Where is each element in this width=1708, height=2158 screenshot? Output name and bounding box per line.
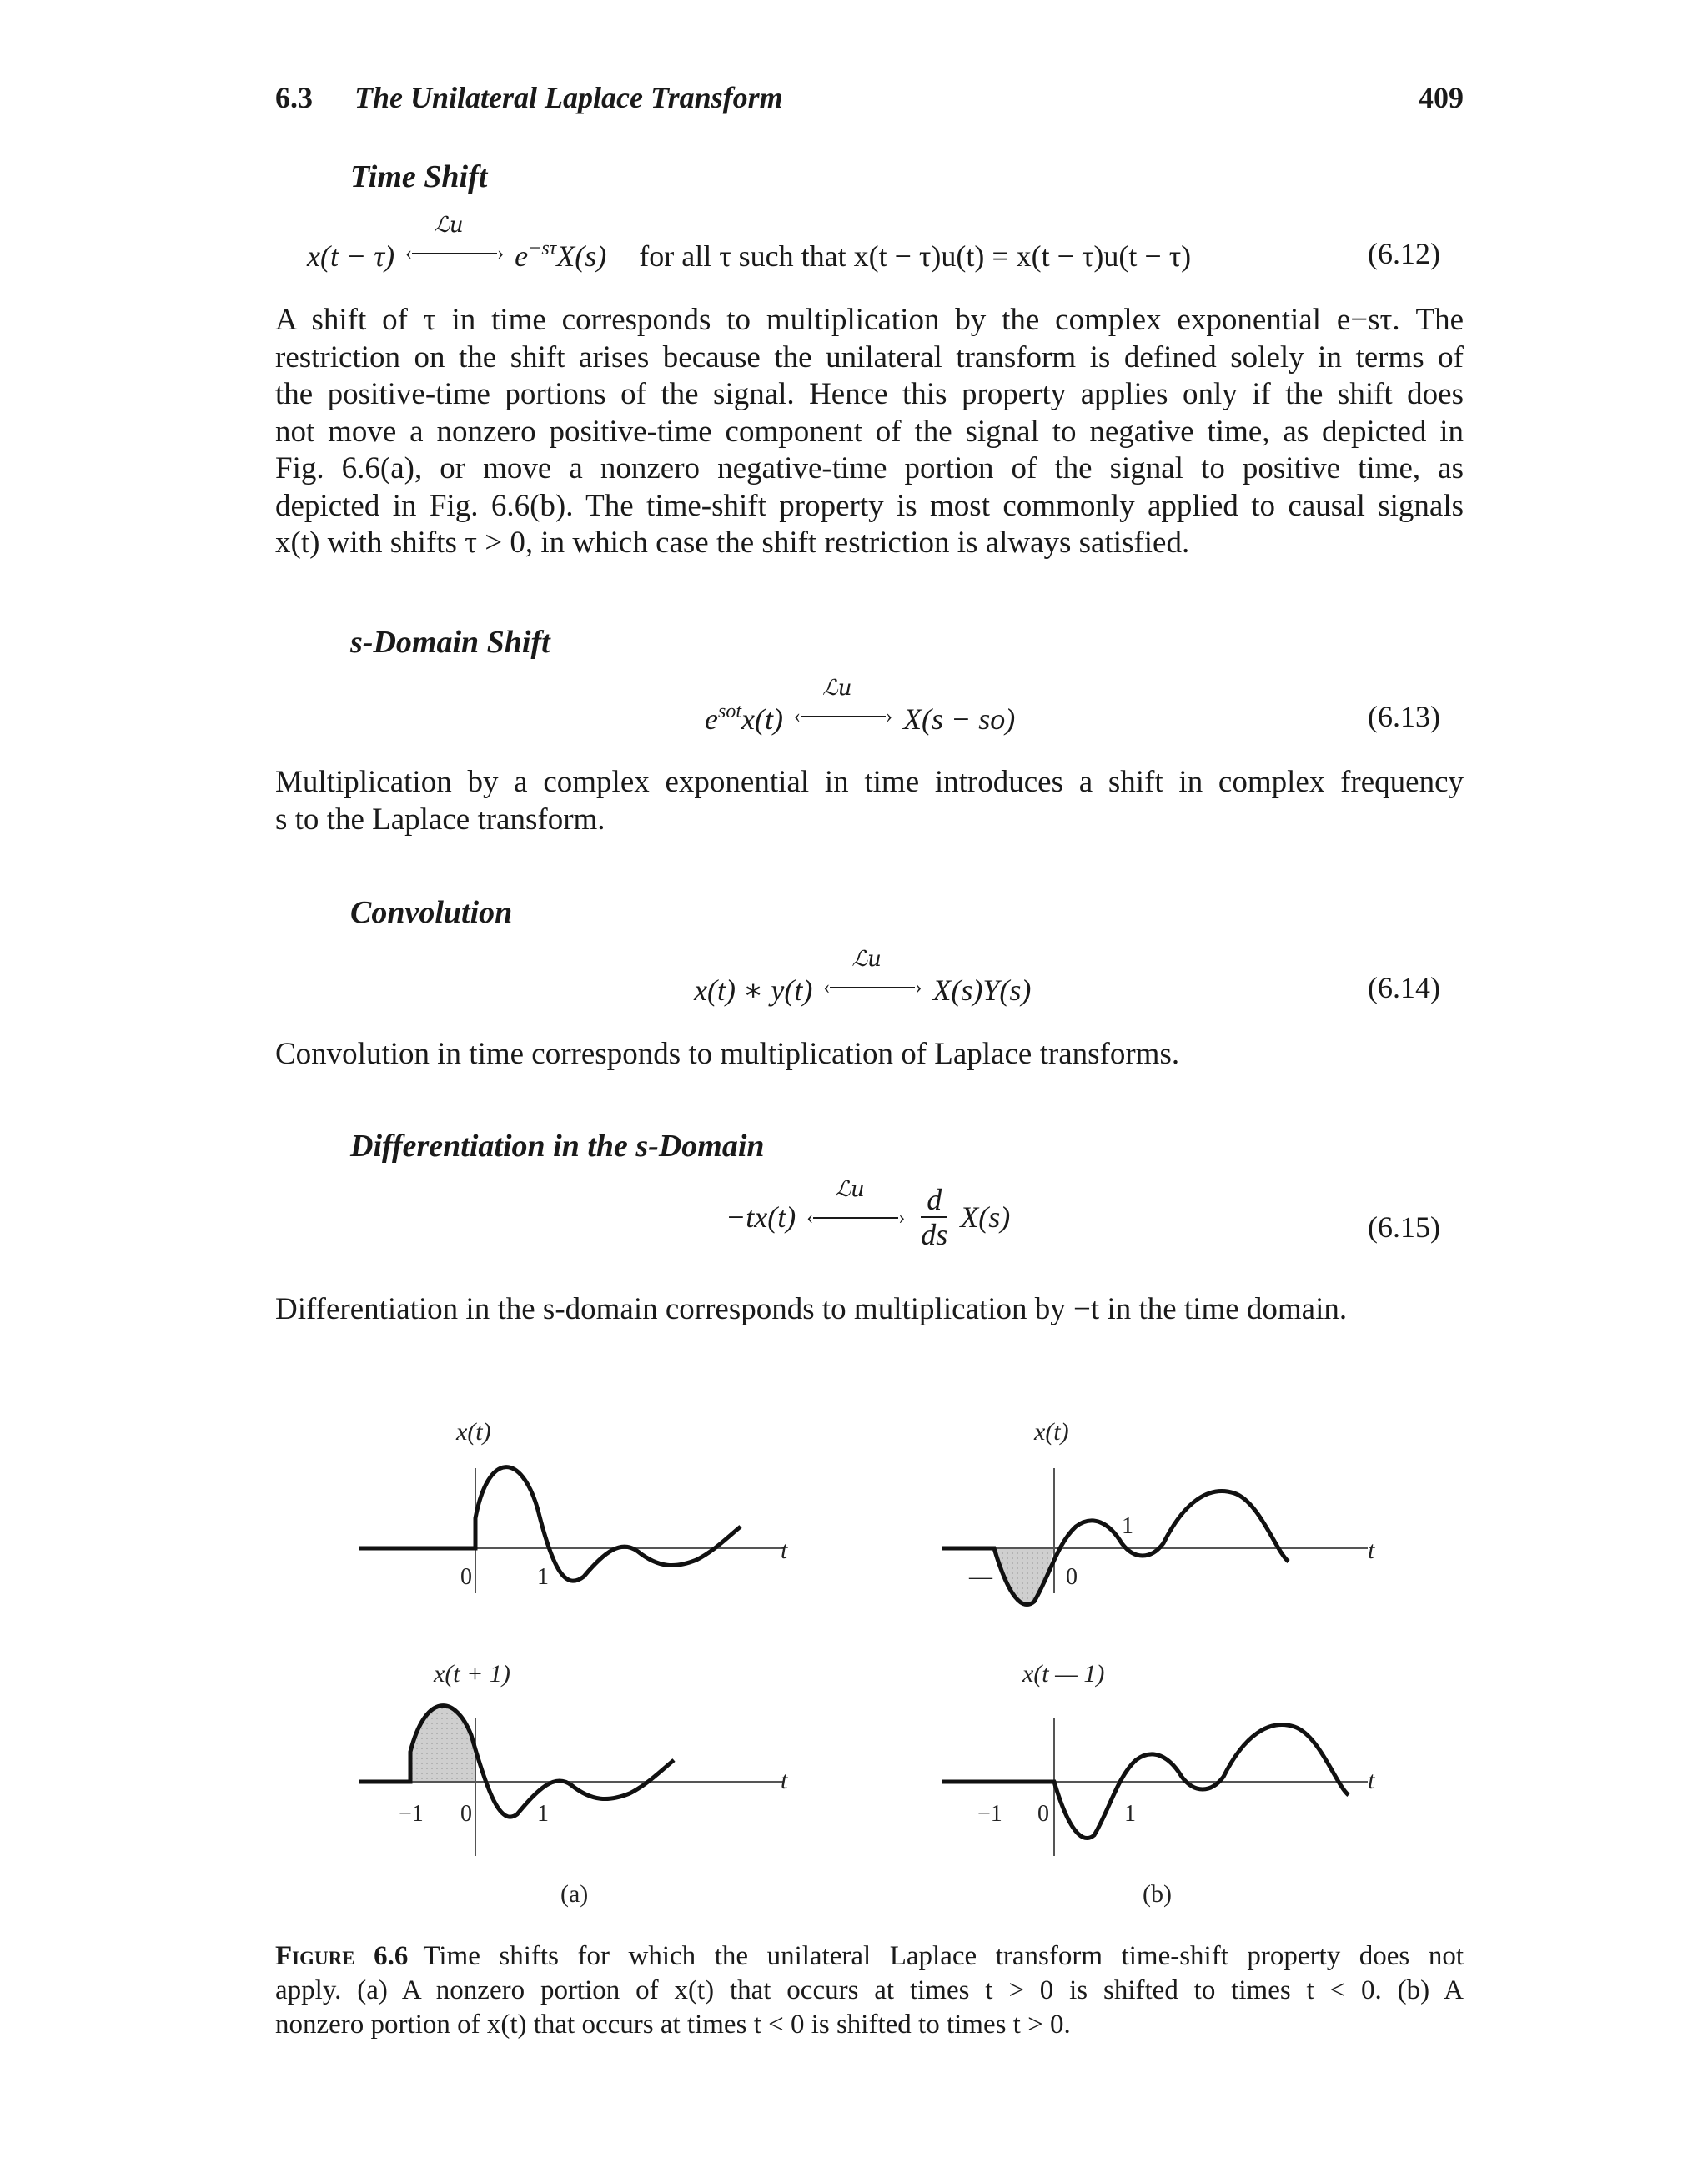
paragraph-s-domain-shift: Multiplication by a complex exponential in time introduces a shift in complex frequency s to the Laplace transform. <box>275 765 1464 837</box>
figure-label: Figure 6.6 <box>275 1941 409 1971</box>
eq-condition: for all τ such that x(t − τ)u(t) = x(t − τ)u(t − τ) <box>639 239 1192 273</box>
heading-s-domain-shift: s-Domain Shift <box>350 625 550 660</box>
paragraph-convolution: Convolution in time corresponds to multiplication of Laplace transforms. <box>275 1037 1180 1071</box>
tick-label: 1 <box>537 1801 549 1827</box>
paragraph-time-shift: A shift of τ in time corresponds to multiplication by the complex exponential e−sτ. The restriction on the shift arises because the unilateral transform is defined solely in terms of the positive-time portions of the signal. Hence this property applies only if the shift does not move a nonzero positive-time component of the signal to negative time, as depicted in Fig. 6.6(a), or move a nonzero negative-time portion of the signal to positive time, as depicted in Fig. 6.6(b). The time-shift property is most commonly applied to causal signals x(t) with shifts τ > 0, in which case the shift restriction is always satisfied. <box>275 303 1464 560</box>
plot-label: x(t) <box>1034 1418 1069 1446</box>
section-number: 6.3 <box>275 81 313 114</box>
shaded-region <box>410 1706 475 1782</box>
tick-label: 1 <box>1122 1513 1133 1539</box>
plot-label: x(t — 1) <box>1022 1660 1105 1688</box>
panel-a-top-plot <box>359 1418 788 1593</box>
eq-number-6-15: (6.15) <box>1368 1210 1440 1244</box>
heading-convolution: Convolution <box>350 895 513 930</box>
signal-curve <box>359 1467 741 1581</box>
tick-label: 0 <box>1066 1564 1078 1590</box>
axis-label: t <box>1368 1537 1375 1564</box>
tick-label: 1 <box>537 1564 549 1590</box>
equation-6-14: x(t) ∗ y(t) ℒu ‹ › X(s)Y(s) <box>694 947 1032 1007</box>
tick-label: 1 <box>1124 1801 1136 1827</box>
section-title: The Unilateral Laplace Transform <box>354 81 783 114</box>
tick-label: −1 <box>977 1801 1002 1827</box>
panel-b-bottom-plot <box>942 1660 1375 1856</box>
eq-number-6-12: (6.12) <box>1368 237 1440 270</box>
paragraph-differentiation: Differentiation in the s-domain corresponds to multiplication by −t in the time domain. <box>275 1292 1348 1326</box>
axis-label: t <box>781 1767 788 1794</box>
transform-arrow: ℒu ‹ › <box>405 213 505 264</box>
derivative-fraction: $\frac{d}{ds}$ <box>921 1183 948 1251</box>
tick-label: 0 <box>1037 1801 1049 1827</box>
plot-label: x(t + 1) <box>434 1660 510 1688</box>
page-number: 409 <box>1419 81 1464 114</box>
eq-lhs: x(t − τ) <box>307 239 395 273</box>
equation-6-13: $e^{sot}x(t)$ ℒu ‹ › X(s − so) <box>705 676 1016 736</box>
panel-b-top-plot <box>942 1418 1375 1605</box>
axis-label: t <box>781 1537 788 1564</box>
eq-number-6-14: (6.14) <box>1368 971 1440 1004</box>
heading-differentiation: Differentiation in the s-Domain <box>350 1129 765 1164</box>
tick-label: — <box>969 1564 992 1590</box>
eq-number-6-13: (6.13) <box>1368 700 1440 733</box>
equation-6-15: −tx(t) ℒu ‹ › $\frac{d}{ds}$ X(s) <box>726 1177 1011 1251</box>
axis-label: t <box>1368 1767 1375 1794</box>
panel-a-label: (a) <box>560 1880 589 1908</box>
equation-6-12: x(t − τ) ℒu ‹ › $e^{-s\tau}X(s)$ for all τ such that x(t − τ)u(t) = x(t − τ)u(t − τ) <box>307 213 1192 273</box>
panel-a-bottom-plot <box>359 1660 788 1856</box>
heading-time-shift: Time Shift <box>350 159 488 194</box>
plot-label: x(t) <box>456 1418 491 1446</box>
transform-arrow: ℒu ‹ › <box>806 1177 906 1229</box>
transform-arrow: ℒu ‹ › <box>823 947 922 999</box>
transform-arrow: ℒu ‹ › <box>793 676 892 727</box>
tick-label: 0 <box>460 1801 472 1827</box>
tick-label: −1 <box>399 1801 424 1827</box>
figure-caption: Figure 6.6 Time shifts for which the unilateral Laplace transform time-shift property does not apply. (a) A nonzero portion of x(t) that occurs at times t > 0 is shifted to times t < 0. (b) A nonzero portion of x(t) that occurs at times t < 0 is shifted to times t > 0. <box>275 1941 1464 2040</box>
panel-b-label: (b) <box>1143 1880 1172 1908</box>
tick-label: 0 <box>460 1564 472 1590</box>
